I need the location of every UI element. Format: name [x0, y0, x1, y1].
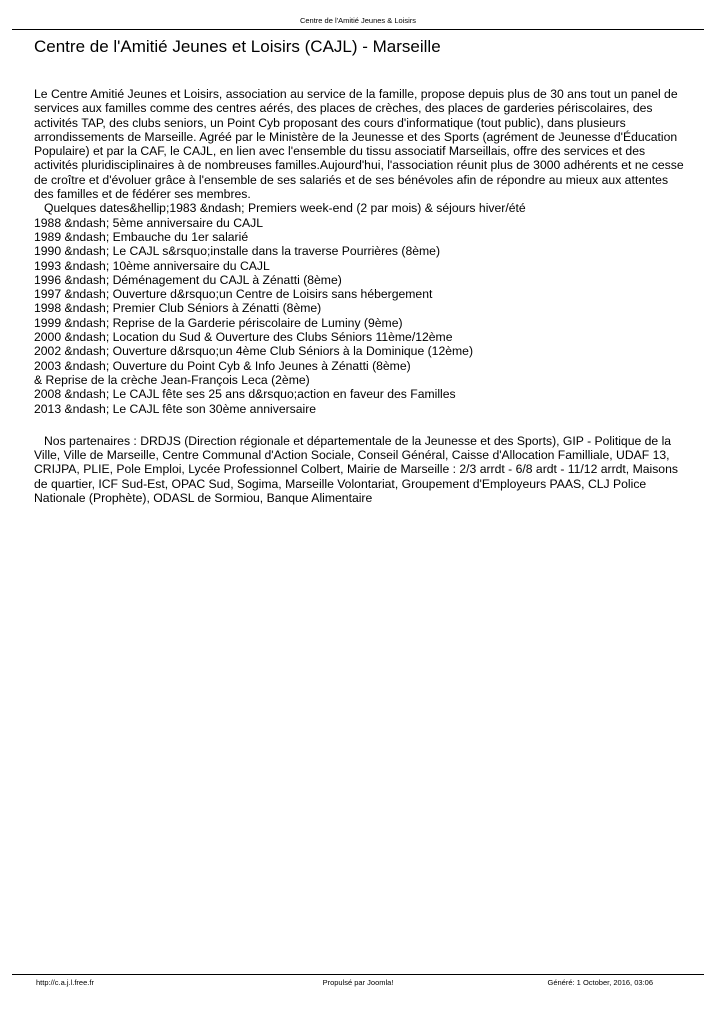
timeline-item: 2008 &ndash; Le CAJL fête ses 25 ans d&rsquo;action en faveur des Familles [34, 387, 456, 402]
intro-paragraph: Le Centre Amitié Jeunes et Loisirs, association au service de la famille, propose depuis plus de 30 ans tout un panel de services aux familles comme des centres aérés, des places de crèches, des places de garderies périscolaires, des activités TAP, des clubs seniors, un Point Cyb proposant des cours d'informatique (tout public), dans plusieurs arrondissements de Marseille. Agréé par le Ministère de la Jeunesse et des Sports (agrément de Jeunesse d'Éducation Populaire) et par la CAF, le CAJL, en lien avec l'ensemble du tissu associatif Marseillais, offre des services et des activités pluridisciplinaires à de nombreuses familles.Aujourd'hui, l'association réunit plus de 3000 adhérents et ne cesse de croître et d'évoluer grâce à l'ensemble de ses salariés et de ses bénévoles afin de répondre au mieux aux attentes des familles et de fédérer ses membres. [34, 87, 684, 202]
timeline-item: 2013 &ndash; Le CAJL fête son 30ème anniversaire [34, 401, 317, 416]
footer-powered-by: Propulsé par Joomla! [322, 978, 394, 987]
article-body [34, 87, 688, 505]
timeline-item: 1996 &ndash; Déménagement du CAJL à Zénatti (8ème) [34, 272, 342, 287]
page-footer [12, 974, 704, 987]
timeline-item: 1993 &ndash; 10ème anniversaire du CAJL [34, 258, 270, 273]
footer-generated-date: Généré: 1 October, 2016, 03:06 [547, 978, 653, 987]
timeline-item: 2000 &ndash; Location du Sud & Ouverture des Clubs Séniors 11ème/12ème [34, 330, 453, 345]
partners-paragraph: Nos partenaires : DRDJS (Direction régionale et départementale de la Jeunesse et des Sports), GIP - Politique de la Ville, Ville de Marseille, Centre Communal d'Action Sociale, Conseil Général, Caisse d'Allocation Familliale, UDAF 13, CRIJPA, PLIE, Pole Emploi, Lycée Professionnel Colbert, Mairie de Marseille : 2/3 arrdt - 6/8 ardt - 11/12 arrdt, Maisons de quartier, ICF Sud-Est, OPAC Sud, Sogima, Marseille Volontariat, Groupement d'Employeurs PAAS, CLJ Police Nationale (Prophète), ODASL de Sormiou, Banque Alimentaire [34, 433, 678, 506]
timeline-item: 1988 &ndash; 5ème anniversaire du CAJL [34, 215, 263, 230]
footer-url: http://c.a.j.l.free.fr [36, 978, 94, 987]
timeline-list [34, 216, 688, 416]
timeline-item: 1998 &ndash; Premier Club Séniors à Zénatti (8ème) [34, 301, 322, 316]
dates-heading: Quelques dates&hellip;1983 &ndash; Premiers week-end (2 par mois) & séjours hiver/été [44, 201, 526, 216]
timeline-item: 2003 &ndash; Ouverture du Point Cyb & Info Jeunes à Zénatti (8ème) [34, 358, 411, 373]
timeline-item: 1989 &ndash; Embauche du 1er salarié [34, 229, 249, 244]
timeline-item: 1990 &ndash; Le CAJL s&rsquo;installe dans la traverse Pourrières (8ème) [34, 244, 441, 259]
timeline-item: 1997 &ndash; Ouverture d&rsquo;un Centre de Loisirs sans hébergement [34, 287, 433, 302]
running-title: Centre de l'Amitié Jeunes & Loisirs [299, 16, 417, 25]
timeline-item: & Reprise de la crèche Jean-François Leca (2ème) [34, 372, 310, 387]
page-title: Centre de l'Amitié Jeunes et Loisirs (CAJL) - Marseille [34, 37, 441, 56]
timeline-item: 1999 &ndash; Reprise de la Garderie périscolaire de Luminy (9ème) [34, 315, 403, 330]
page-header [12, 13, 704, 30]
timeline-item: 2002 &ndash; Ouverture d&rsquo;un 4ème Club Séniors à la Dominique (12ème) [34, 344, 473, 359]
